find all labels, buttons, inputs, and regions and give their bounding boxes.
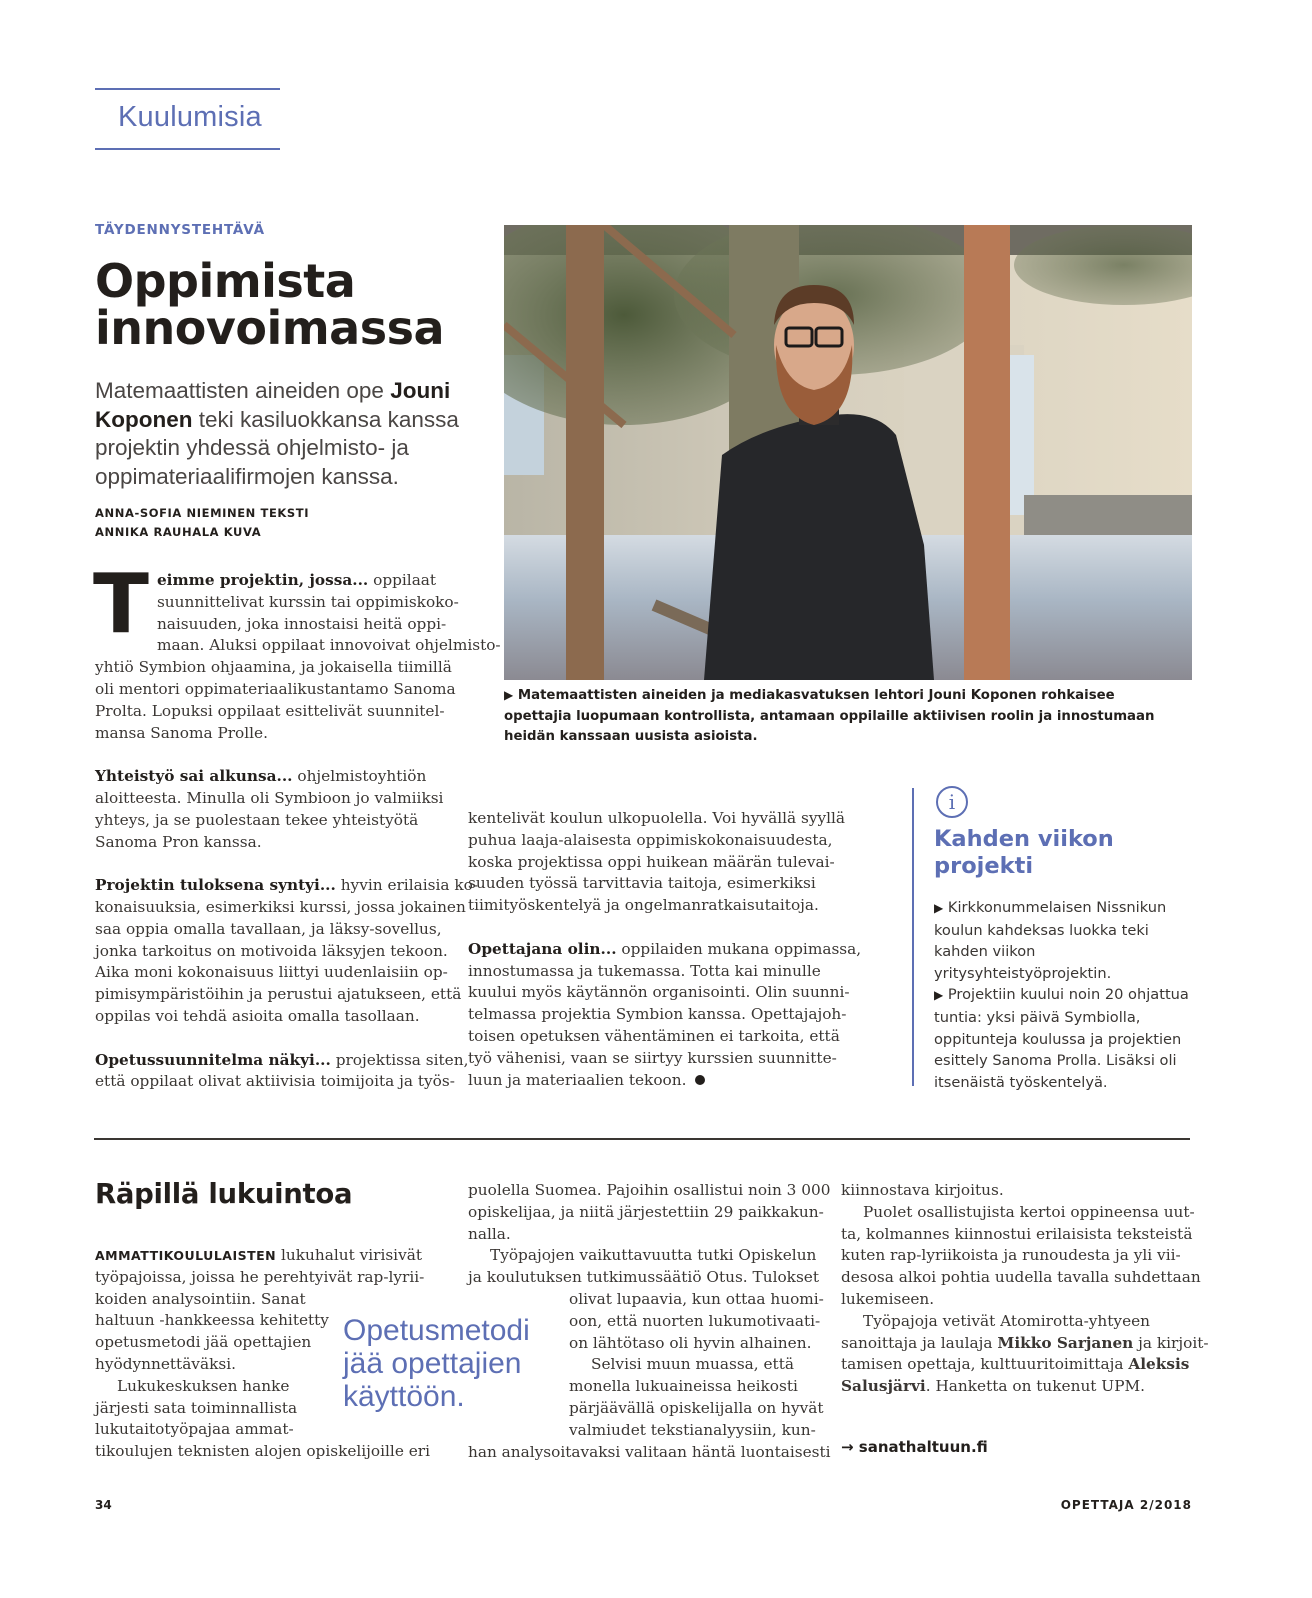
text-line: kuten rap-lyriikoista ja runoudesta ja yli vii- [841, 1246, 1181, 1265]
person-name: Aleksis [1128, 1355, 1190, 1374]
byline-writer: ANNA-SOFIA NIEMINEN TEKSTI [95, 506, 310, 520]
text-line: naisuuden, joka innostaisi heitä oppi- [156, 614, 447, 633]
portrait-photo [504, 225, 1192, 680]
text-line [841, 1333, 1209, 1355]
paragraph-lead: Opetussuunnitelma näkyi... [95, 1050, 331, 1069]
text-line: olivat lupaavia, kun ottaa huomi- [569, 1289, 824, 1308]
text-line: ja koulutuksen tutkimussäätiö Otus. Tulokset [468, 1268, 819, 1287]
text-line: jonka tarkoitus on motivoida läksyjen tekoon. [95, 941, 448, 960]
text-line: saa oppia omalla tavallaan, ja läksy-sovellus, [95, 919, 442, 938]
photo-caption [504, 685, 1184, 748]
article-kicker: TÄYDENNYSTEHTÄVÄ [95, 222, 265, 238]
text-line: järjesti sata toiminnallista [95, 1398, 298, 1417]
text-line: desosa alkoi pohtia uudella tavalla suhdettaan [841, 1268, 1201, 1287]
person-name: Salusjärvi [841, 1377, 926, 1396]
second-article-column-3 [841, 1180, 1209, 1398]
text-line: Työpajojen vaikuttavuutta tutki Opiskelun [490, 1246, 817, 1265]
text-line: kiinnostava kirjoitus. [841, 1181, 1004, 1199]
text-line [468, 1070, 843, 1092]
paragraph [468, 808, 846, 917]
text-line: maan. Aluksi oppilaat innovoivat ohjelmisto- [156, 636, 501, 655]
text-line: pimisympäristöihin ja perustui ajatukseen, että [95, 985, 462, 1004]
text-line: oppilas voi tehdä asioita omalla tasollaan. [95, 1006, 420, 1025]
text-line: puhua laaja-alaisesta oppimiskokonaisuudesta, [468, 830, 833, 849]
infobox-title: Kahden viikon projekti [934, 826, 1114, 879]
text-line: innostumassa ja tukemassa. Totta kai minulle [468, 961, 821, 980]
text-line: työ vähenisi, vaan se siirtyy kurssien suunnitte- [468, 1048, 837, 1067]
text-line: Lukukeskuksen hanke [117, 1376, 290, 1395]
end-mark-icon [695, 1075, 705, 1085]
text-fragment: oppilaiden mukana oppimassa, [621, 939, 862, 958]
text-fragment: . Hanketta on tukenut UPM. [925, 1377, 1146, 1396]
text-fragment: luun ja materiaalien tekoon. [468, 1070, 687, 1089]
paragraph [95, 766, 450, 853]
text-line: nalla. [468, 1224, 511, 1243]
article-column-2 [468, 808, 862, 1091]
paragraph-lead: Projektin tuloksena syntyi... [95, 876, 336, 895]
text-line: on lähtötaso oli hyvin alhainen. [569, 1333, 812, 1352]
text-line: kentelivät koulun ulkopuolella. Voi hyvällä syyllä [468, 809, 846, 827]
second-article-headline: Räpillä lukuintoa [95, 1178, 353, 1210]
person-name: Mikko Sarjanen [997, 1333, 1134, 1352]
text-line: Sanoma Pron kanssa. [95, 832, 262, 851]
text-line: puolella Suomea. Pajoihin osallistui noin 3 000 [468, 1181, 831, 1199]
byline-photographer: ANNIKA RAUHALA KUVA [95, 525, 262, 539]
paragraph [93, 557, 501, 744]
text-line: Aika moni kokonaisuus liittyi uudenlaisiin op- [95, 963, 448, 982]
text-fragment: ja kirjoit- [1133, 1333, 1209, 1352]
text-line: Puolet osallistujista kertoi oppineensa uut- [863, 1202, 1195, 1221]
section-label-text: Kuulumisia [118, 101, 262, 133]
article-headline [95, 254, 495, 355]
text-line: oon, että nuorten lukumotivaati- [569, 1311, 821, 1330]
text-line: aloitteesta. Minulla oli Symbioon jo valmiiksi [95, 788, 444, 807]
infobox-item [934, 984, 1196, 1093]
second-article-column-2 [468, 1180, 831, 1463]
triangle-bullet-icon: ▶ [504, 688, 514, 702]
paragraph-lead: Opettajana olin... [468, 939, 617, 958]
text-fragment: projektissa siten, [335, 1050, 469, 1069]
magazine-issue: OPETTAJA 2/2018 [1060, 1498, 1192, 1512]
lede-text: Matemaattisten aineiden ope [95, 378, 391, 403]
page-number: 34 [95, 1498, 112, 1512]
pull-quote-line: jää opettajien [343, 1347, 522, 1380]
paragraph [95, 1050, 469, 1094]
text-line: että oppilaat olivat aktiivisia toimijoita ja työs- [95, 1072, 455, 1091]
pull-quote-line: Opetusmetodi [343, 1314, 530, 1347]
drop-cap: T [93, 557, 149, 652]
text-line: konaisuuksia, esimerkiksi kurssi, jossa jokainen [95, 897, 466, 916]
text-line: telmassa projektia Symbion kanssa. Opettajajoh- [468, 1005, 847, 1024]
triangle-bullet-icon: ▶ [934, 901, 944, 915]
text-fragment: ohjelmistoyhtiön [297, 767, 427, 786]
text-line [95, 1050, 469, 1072]
text-line: yhteys, ja se puolestaan tekee yhteistyötä [95, 810, 419, 829]
text-line: lukutaitotyöpajaa ammat- [95, 1420, 294, 1439]
text-line: Prolta. Lopuksi oppilaat esittelivät suunnitel- [95, 701, 445, 720]
paragraph [468, 939, 862, 1092]
text-line: toisen opetuksen vähentäminen ei tarkoita, että [468, 1026, 840, 1045]
text-line: pärjäävällä opiskelijalla on hyvät [569, 1398, 824, 1417]
info-icon: i [936, 786, 968, 818]
text-line: Työpajoja vetivät Atomirotta-yhtyeen [863, 1311, 1151, 1330]
text-line [95, 1245, 435, 1267]
triangle-bullet-icon: ▶ [934, 988, 944, 1003]
text-line: lukemiseen. [841, 1289, 935, 1308]
text-fragment: tamisen opettaja, kulttuuritoimittaja [841, 1355, 1129, 1374]
paragraph-lead: eimme projektin, jossa... [156, 571, 369, 589]
text-fragment: oppilaat [373, 571, 437, 589]
infobox-rule [912, 788, 914, 1086]
paragraph [95, 875, 478, 1028]
text-line: hyödynnettäväksi. [95, 1354, 236, 1373]
lead-word: AMMATTIKOULULAISTEN [95, 1248, 277, 1263]
photo-illustration [504, 225, 1192, 680]
infobox-item-text: Projektiin kuului noin 20 ohjattua tuntia: yksi päivä Symbiolla, oppitunteja koulussa ja projektien esittely Sanoma Prolla. Lisäksi oli itsenäistä työskentelyä. [934, 986, 1189, 1091]
text-line [95, 875, 478, 897]
text-line [841, 1376, 1191, 1398]
text-line: tikoulujen teknisten alojen opiskelijoille eri [95, 1442, 430, 1461]
headline-line: innovoimassa [95, 301, 444, 355]
article-column-1 [93, 557, 501, 1093]
text-line: opiskelijaa, ja niitä järjestettiin 29 paikkakun- [468, 1202, 824, 1221]
text-line: koska projektissa oppi huikean määrän tulevai- [468, 852, 835, 871]
text-line: Selvisi muun muassa, että [591, 1355, 794, 1374]
text-fragment: sanoittaja ja laulaja [841, 1333, 998, 1352]
infobox-body [934, 897, 1196, 1093]
text-line: kuului myös käytännön organisointi. Olin suunni- [468, 983, 850, 1002]
section-divider [94, 1138, 1190, 1140]
byline [95, 504, 309, 542]
text-fragment: lukuhalut virisivät [276, 1246, 422, 1264]
text-line: koiden analysointiin. Sanat [95, 1289, 306, 1308]
lede-text: teki kasiluokkansa kanssa projektin yhdessä ohjelmisto- ja oppimateriaalifirmojen kanssa. [95, 406, 459, 489]
text-line: yhtiö Symbion ohjaamina, ja jokaisella tiimillä [95, 658, 452, 677]
paragraph-lead: Yhteistyö sai alkunsa... [95, 767, 293, 786]
text-line: ta, kolmannes kiinnostui erilaisista teksteistä [841, 1224, 1193, 1243]
text-line: oli mentori oppimateriaalikustantamo Sanoma [95, 679, 456, 698]
text-line [95, 766, 450, 788]
text-line: haltuun -hankkeessa kehitetty [95, 1311, 329, 1330]
text-fragment: hyvin erilaisia ko- [340, 876, 478, 895]
lede-person-name: Jouni Koponen [95, 378, 451, 432]
section-label [95, 88, 280, 150]
text-line: tiimityöskentelyä ja ongelmanratkaisutaitoja. [468, 896, 819, 915]
text-line: han analysoitavaksi valitaan häntä luontaisesti [468, 1442, 831, 1461]
text-line: suunnittelivat kurssin tai oppimiskoko- [156, 592, 459, 611]
infobox-item [934, 897, 1196, 984]
caption-text: Matemaattisten aineiden ja mediakasvatuksen lehtori Jouni Koponen rohkaisee opettajia luopumaan kontrollista, antamaan oppilaille aktiivisen roolin ja innostumaan heidän kanssaan uusista asioista. [504, 688, 1155, 744]
text-line: työpajoissa, joissa he perehtyivät rap-lyrii- [95, 1267, 425, 1286]
text-line: opetusmetodi jää opettajien [95, 1333, 312, 1352]
text-line: monella lukuaineissa heikosti [569, 1377, 798, 1396]
text-line: mansa Sanoma Prolle. [95, 723, 268, 742]
headline-line: Oppimista [95, 254, 356, 308]
article-lede [95, 377, 470, 491]
website-link[interactable]: → sanathaltuun.fi [841, 1438, 988, 1456]
infobox-item-text: Kirkkonummelaisen Nissnikun koulun kahdeksas luokka teki kahden viikon yritysyhteistyöprojektin. [934, 899, 1167, 982]
text-line: suuden työssä tarvittavia taitoja, esimerkiksi [468, 874, 816, 893]
text-line: valmiudet tekstianalyysiin, kun- [569, 1420, 816, 1439]
text-line [841, 1354, 1191, 1376]
text-line [468, 939, 862, 961]
pull-quote-line: käyttöön. [343, 1380, 465, 1413]
